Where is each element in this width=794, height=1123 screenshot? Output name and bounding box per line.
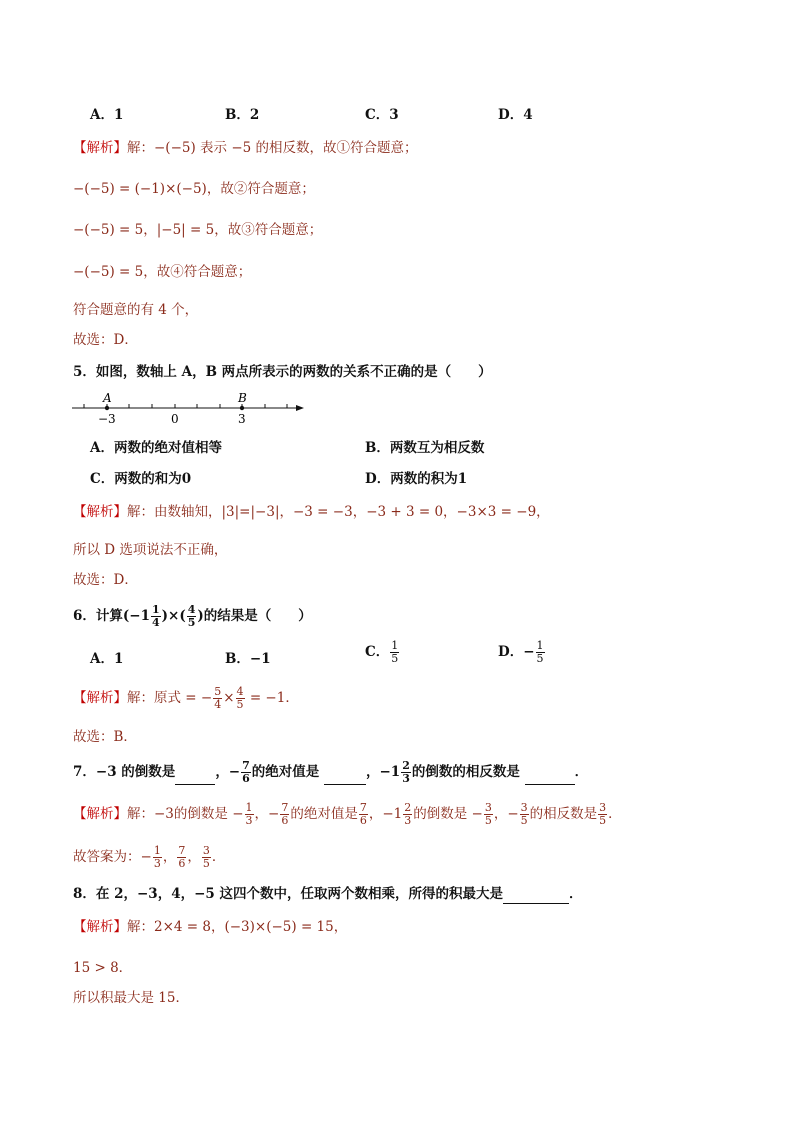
q7-stem: 7．−3 的倒数是 ，− $\frac{7}{6}$ 的绝对值是 ，−1 $\frac{2}{3}$ 的倒数的相反数是 ．	[73, 759, 589, 785]
q4-solution-line-1: 【解析】解：−(−5) 表示 −5 的相反数，故①符合题意；	[73, 140, 418, 156]
q4-option-b: B．2	[225, 107, 260, 123]
q4-solution-line-4: −(−5) = 5，故④符合题意；	[73, 264, 252, 280]
q8-solution-line-1: 【解析】解：2×4 = 8，(−3)×(−5) = 15，	[73, 919, 348, 935]
q5-solution-line-1: 【解析】解：由数轴知，|3|=|−3|，−3 = −3，−3 + 3 = 0，−3×3 = −9，	[73, 504, 550, 520]
tick-label-neg3: −3	[98, 412, 116, 426]
q6-option-d: D．− $\frac{1}{5}$	[498, 639, 544, 665]
q5-option-b: B．两数互为相反数	[365, 440, 485, 456]
q6-option-c: C． $\frac{1}{5}$	[365, 639, 399, 665]
point-b-label: B	[238, 391, 247, 405]
tick-label-0: 0	[171, 412, 179, 426]
q7-answer-line: 故答案为：− $\frac{1}{3}$ ， $\frac{7}{6}$ ， $\frac{3}{5}$ ．	[73, 844, 226, 870]
point-a	[105, 406, 109, 410]
q8-solution-line-2: 15 > 8．	[73, 960, 133, 976]
answer-blank-1[interactable]	[175, 770, 215, 785]
solution-tag: 【解析】	[73, 919, 127, 935]
q4-option-a: A．1	[90, 107, 124, 123]
point-a-label: A	[103, 391, 112, 405]
q7-solution-line-1: 【解析】解：−3的倒数是 − $\frac{1}{3}$ ，− $\frac{7}{6}$ 的绝对值是 $\frac{7}{6}$ ，−1 $\frac{2}{3}$ 的倒数是 − $\frac{3}{5}$ ，− $\frac{3}{5}$ 的相反数是 $\frac{3}{5}$ ．	[73, 801, 622, 827]
q4-solution-line-3: −(−5) = 5，|−5| = 5，故③符合题意；	[73, 222, 323, 238]
q4-option-d: D．4	[498, 107, 533, 123]
q8-solution-line-3: 所以积最大是 15．	[73, 990, 189, 1006]
solution-tag: 【解析】	[73, 806, 127, 822]
q5-option-a: A．两数的绝对值相等	[90, 440, 222, 456]
q6-solution-line-2: 故选：B．	[73, 729, 137, 745]
point-b	[240, 406, 244, 410]
answer-blank-3[interactable]	[525, 770, 575, 785]
solution-tag: 【解析】	[73, 504, 127, 520]
q6-option-a: A．1	[90, 651, 124, 667]
answer-blank-4[interactable]	[503, 889, 569, 904]
tick-label-3: 3	[238, 412, 246, 426]
q4-solution-line-5: 符合题意的有 4 个，	[73, 302, 199, 318]
q4-option-c: C．3	[365, 107, 399, 123]
q6-option-b: B．−1	[225, 651, 271, 667]
q5-solution-line-3: 故选：D．	[73, 572, 138, 588]
q5-option-d: D．两数的积为1	[365, 471, 468, 487]
q5-stem: 5．如图，数轴上 A，B 两点所表示的两数的关系不正确的是（ ）	[73, 364, 492, 380]
q8-stem: 8．在 2，−3，4，−5 这四个数中，任取两个数相乘，所得的积最大是 ．	[73, 886, 583, 902]
q6-stem: 6．计算(−1 $\frac{1}{4}$ )×( $\frac{4}{5}$ )的结果是（ ）	[73, 603, 312, 629]
q6-solution-line-1: 【解析】解：原式 = − $\frac{5}{4}$ × $\frac{4}{5}$ = −1．	[73, 685, 299, 711]
answer-blank-2[interactable]	[324, 770, 366, 785]
solution-tag: 【解析】	[73, 690, 127, 706]
number-line-figure	[70, 390, 310, 430]
q4-solution-line-6: 故选：D．	[73, 332, 138, 348]
solution-tag: 【解析】	[73, 140, 127, 156]
q5-option-c: C．两数的和为0	[90, 471, 192, 487]
q4-solution-line-2: −(−5) = (−1)×(−5)，故②符合题意；	[73, 181, 315, 197]
q5-solution-line-2: 所以 D 选项说法不正确，	[73, 542, 228, 558]
